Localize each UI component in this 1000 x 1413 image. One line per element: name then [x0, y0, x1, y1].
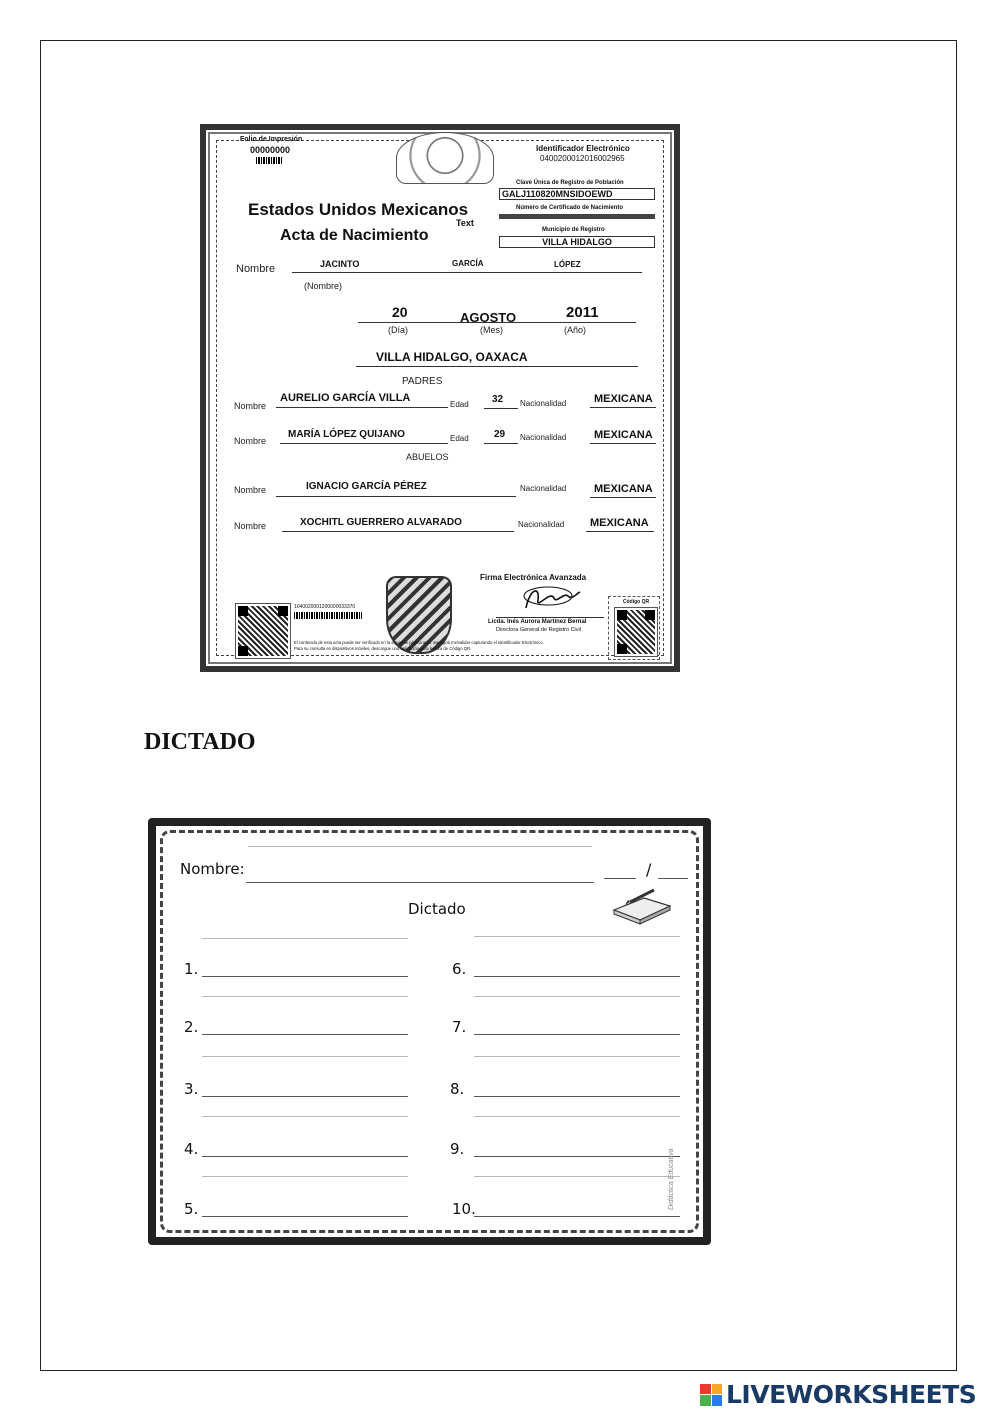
national-coat-of-arms-icon: [396, 132, 494, 184]
guide-line: [202, 1176, 408, 1177]
first-name: JACINTO: [320, 259, 360, 269]
parent-2-age: 29: [494, 429, 506, 440]
parent-1-underline: [276, 407, 448, 408]
date-underline: [358, 322, 636, 323]
folio-value: 00000000: [250, 145, 291, 155]
parent-1-nationality: MEXICANA: [594, 393, 653, 405]
text-tag: Text: [456, 218, 474, 228]
answer-line-2[interactable]: [202, 1034, 408, 1035]
item-number-4: 4.: [184, 1140, 199, 1158]
guide-line: [202, 996, 408, 997]
cert-number-label: Número de Certificado de Nacimiento: [516, 205, 624, 211]
parent-2-name: MARÍA LÓPEZ QUIJANO: [288, 429, 405, 440]
folio-barcode-icon: [256, 157, 282, 164]
item-number-6: 6.: [452, 960, 467, 978]
grandparent-name-label: Nombre: [234, 485, 267, 495]
municipality-value: VILLA HIDALGO: [499, 236, 655, 248]
parent-2-nationality-underline: [590, 443, 656, 444]
answer-line-1[interactable]: [202, 976, 408, 977]
name-write-line[interactable]: [246, 882, 594, 883]
place-of-birth: VILLA HIDALGO, OAXACA: [376, 350, 528, 364]
answer-line-7[interactable]: [474, 1034, 680, 1035]
birth-day: 20: [392, 304, 408, 320]
day-caption: (Día): [388, 325, 408, 335]
grandparent-2-name: XOCHITL GUERRERO ALVARADO: [300, 517, 462, 528]
parent-name-label: Nombre: [234, 401, 267, 411]
signer-title: Directora General de Registro Civil: [496, 627, 581, 633]
guide-line: [474, 1116, 680, 1117]
country-title: Estados Unidos Mexicanos: [248, 200, 469, 219]
grandparent-name-label: Nombre: [234, 521, 267, 531]
barcode-number: 1040020001200000033370: [294, 604, 356, 610]
answer-line-6[interactable]: [474, 976, 680, 977]
electronic-id-label: Identificador Electrónico: [536, 144, 630, 153]
name-guide-line: [248, 846, 592, 847]
item-number-2: 2.: [184, 1018, 199, 1036]
name-underline: [292, 272, 642, 273]
signature-line: [496, 617, 604, 618]
dictation-name-label[interactable]: Nombre:: [180, 860, 245, 878]
electronic-id-value: 0400200012016002965: [540, 154, 625, 163]
logo-tiles-icon: [700, 1384, 722, 1406]
signature-label: Firma Electrónica Avanzada: [480, 573, 587, 582]
answer-line-5[interactable]: [202, 1216, 408, 1217]
grandparent-1-name: IGNACIO GARCÍA PÉREZ: [306, 481, 427, 492]
municipality-label: Municipio de Registro: [542, 227, 605, 233]
curp-value: GALJ110820MNSIDOEWD: [499, 188, 655, 200]
grandparent-2-nationality-underline: [586, 531, 654, 532]
answer-line-10[interactable]: [474, 1216, 680, 1217]
guide-line: [202, 938, 408, 939]
watermark: Didáctica Educativa: [668, 1148, 675, 1210]
birth-month: AGOSTO: [460, 310, 517, 325]
month-write-line[interactable]: [658, 878, 688, 879]
section-heading: DICTADO: [144, 729, 256, 755]
answer-line-8[interactable]: [474, 1096, 680, 1097]
doc-title: Acta de Nacimiento: [280, 227, 429, 244]
parent-2-underline: [280, 443, 448, 444]
folio-label: Folio de Impresión: [240, 136, 303, 143]
guide-line: [474, 996, 680, 997]
qr-code-right-icon: [615, 608, 657, 656]
answer-line-3[interactable]: [202, 1096, 408, 1097]
answer-line-4[interactable]: [202, 1156, 408, 1157]
date-separator: /: [646, 860, 652, 879]
guide-line: [474, 936, 680, 937]
cert-number-bar: [499, 214, 655, 219]
parents-heading: PADRES: [402, 376, 443, 387]
qr-code-left-icon: [236, 604, 290, 658]
footer-note-2: Para su consulta en dispositivos móviles, descargue una aplicación para lectura de Código QR.: [294, 646, 472, 651]
parent-2-age-underline: [484, 443, 518, 444]
parent-1-name: AURELIO GARCÍA VILLA: [280, 392, 411, 404]
nationality-label: Nacionalidad: [518, 520, 565, 529]
item-number-3: 3.: [184, 1080, 199, 1098]
grandparent-1-underline: [276, 496, 516, 497]
grandparent-2-underline: [282, 531, 514, 532]
birth-year: 2011: [566, 304, 599, 321]
parent-name-label: Nombre: [234, 436, 267, 446]
logo-text: LIVEWORKSHEETS: [726, 1380, 977, 1409]
age-label: Edad: [450, 400, 469, 409]
item-number-9: 9.: [450, 1140, 465, 1158]
item-number-1: 1.: [184, 960, 199, 978]
age-label: Edad: [450, 434, 469, 443]
last-name-1: GARCÍA: [452, 259, 484, 268]
place-underline: [356, 366, 638, 367]
liveworksheets-logo[interactable]: [700, 1380, 976, 1409]
month-caption: (Mes): [480, 325, 503, 335]
barcode-icon: [294, 612, 362, 619]
curp-label: Clave Única de Registro de Población: [516, 180, 624, 186]
name-label: Nombre: [236, 263, 276, 275]
guide-line: [474, 1056, 680, 1057]
nationality-label: Nacionalidad: [520, 484, 567, 493]
day-write-line[interactable]: [604, 878, 636, 879]
last-name-2: LÓPEZ: [554, 260, 581, 269]
signer-name: Licda. Inés Aurora Martínez Bernal: [488, 619, 587, 625]
dictation-sheet: [148, 818, 711, 1245]
item-number-5: 5.: [184, 1200, 199, 1218]
item-number-7: 7.: [452, 1018, 467, 1036]
parent-1-age: 32: [492, 394, 504, 405]
parent-1-nationality-underline: [590, 407, 656, 408]
grandparent-2-nationality: MEXICANA: [590, 517, 649, 529]
guide-line: [202, 1116, 408, 1117]
grandparent-1-nationality-underline: [590, 497, 656, 498]
guide-line: [202, 1056, 408, 1057]
guide-line: [474, 1176, 680, 1177]
answer-line-9[interactable]: [474, 1156, 680, 1157]
footer-note-1: El contenido de esta acta puede ser verificado en la siguiente página web: www.gob.mx/validar capturando el Identificador Electrónico.: [294, 640, 544, 645]
qr-label: Código QR: [623, 599, 650, 605]
parent-1-age-underline: [484, 408, 518, 409]
grandparents-heading: ABUELOS: [406, 452, 449, 462]
birth-certificate: [200, 124, 680, 672]
parent-2-nationality: MEXICANA: [594, 429, 653, 441]
name-caption: (Nombre): [304, 281, 343, 291]
qr-box: [608, 596, 660, 660]
dictation-title: Dictado: [408, 900, 466, 918]
notebook-pencil-icon: [610, 888, 676, 928]
signature-icon: [520, 582, 582, 614]
year-caption: (Año): [564, 325, 587, 335]
nationality-label: Nacionalidad: [520, 433, 567, 442]
nationality-label: Nacionalidad: [520, 399, 567, 408]
grandparent-1-nationality: MEXICANA: [594, 483, 653, 495]
item-number-10: 10.: [452, 1200, 476, 1218]
item-number-8: 8.: [450, 1080, 465, 1098]
